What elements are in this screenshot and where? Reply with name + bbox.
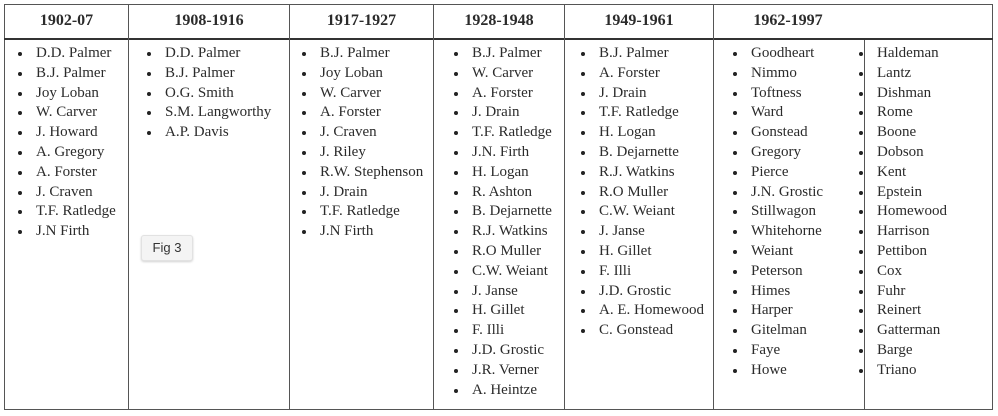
list-item: C.W. Weiant [472,262,552,282]
column-divider [433,5,434,410]
sub-column-divider [864,40,865,410]
list-item: W. Carver [320,84,423,104]
list-item: Gregory [751,143,823,163]
list-item: Faye [751,341,823,361]
name-list [599,44,704,341]
list-item: B. Dejarnette [599,143,704,163]
list-item: R.J. Watkins [472,222,552,242]
list-item: H. Logan [472,163,552,183]
list-item: A. Forster [320,103,423,123]
list-item: Howe [751,361,823,381]
list-item: Lantz [877,64,947,84]
list-item: Goodheart [751,44,823,64]
column-header: 1902-07 [39,12,94,29]
header-divider [4,38,993,40]
list-item: Pierce [751,163,823,183]
list-item: D.D. Palmer [165,44,271,64]
list-item: A. Heintze [472,381,552,401]
list-item: R.O Muller [599,183,704,203]
name-list [472,44,552,400]
list-item: Barge [877,341,947,361]
column-header: 1949-1961 [604,12,674,29]
list-item: W. Carver [472,64,552,84]
list-item: R.J. Watkins [599,163,704,183]
list-item: C. Gonstead [599,321,704,341]
list-item: Gatterman [877,321,947,341]
list-item: T.F. Ratledge [320,202,423,222]
name-list [36,44,116,242]
list-item: J.N Firth [320,222,423,242]
list-item: J.N. Grostic [751,183,823,203]
list-item: H. Gillet [599,242,704,262]
list-item: J. Craven [36,183,116,203]
list-item: A. Forster [599,64,704,84]
list-item: T.F. Ratledge [36,202,116,222]
list-item: Joy Loban [320,64,423,84]
list-item: H. Logan [599,123,704,143]
list-item: Pettibon [877,242,947,262]
list-item: B.J. Palmer [36,64,116,84]
list-item: J. Drain [320,183,423,203]
list-item: Rome [877,103,947,123]
list-item: O.G. Smith [165,84,271,104]
list-item: R. Ashton [472,183,552,203]
list-item: Nimmo [751,64,823,84]
list-item: R.W. Stephenson [320,163,423,183]
list-item: J.N. Firth [472,143,552,163]
list-item: Weiant [751,242,823,262]
list-item: Boone [877,123,947,143]
column-divider [289,5,290,410]
column-divider [713,5,714,410]
list-item: Himes [751,282,823,302]
list-item: Harrison [877,222,947,242]
list-item: A.P. Davis [165,123,271,143]
list-item: B.J. Palmer [320,44,423,64]
column-header: 1962-1997 [753,12,823,29]
list-item: J. Craven [320,123,423,143]
column-header: 1917-1927 [326,12,397,29]
list-item: Ward [751,103,823,123]
list-item: R.O Muller [472,242,552,262]
list-item: Haldeman [877,44,947,64]
list-item: Dobson [877,143,947,163]
list-item: J. Howard [36,123,116,143]
name-list [751,44,823,381]
list-item: Dishman [877,84,947,104]
list-item: Gonstead [751,123,823,143]
column-header: 1928-1948 [464,12,534,29]
list-item: J.R. Verner [472,361,552,381]
list-item: J. Drain [599,84,704,104]
list-item: Peterson [751,262,823,282]
list-item: Stillwagon [751,202,823,222]
list-item: T.F. Ratledge [599,103,704,123]
name-list [877,44,947,381]
list-item: F. Illi [472,321,552,341]
list-item: Gitelman [751,321,823,341]
list-item: Harper [751,301,823,321]
column-divider [564,5,565,410]
list-item: B.J. Palmer [472,44,552,64]
list-item: Homewood [877,202,947,222]
list-item: A. Forster [472,84,552,104]
list-item: J. Riley [320,143,423,163]
list-item: Joy Loban [36,84,116,104]
list-item: Triano [877,361,947,381]
list-item: B.J. Palmer [599,44,704,64]
list-item: Cox [877,262,947,282]
list-item: J. Drain [472,103,552,123]
column-divider [128,5,129,410]
list-item: A. E. Homewood [599,301,704,321]
list-item: Whitehorne [751,222,823,242]
list-item: A. Gregory [36,143,116,163]
list-item: H. Gillet [472,301,552,321]
list-item: F. Illi [599,262,704,282]
list-item: Epstein [877,183,947,203]
list-item: C.W. Weiant [599,202,704,222]
list-item: S.M. Langworthy [165,103,271,123]
list-item: J. Janse [599,222,704,242]
list-item: Fuhr [877,282,947,302]
list-item: B.J. Palmer [165,64,271,84]
list-item: J.N Firth [36,222,116,242]
list-item: Toftness [751,84,823,104]
list-item: J.D. Grostic [599,282,704,302]
list-item: Kent [877,163,947,183]
list-item: A. Forster [36,163,116,183]
list-item: D.D. Palmer [36,44,116,64]
column-header: 1908-1916 [174,12,244,29]
figure-label: Fig 3 [141,235,193,261]
list-item: W. Carver [36,103,116,123]
list-item: J.D. Grostic [472,341,552,361]
list-item: Reinert [877,301,947,321]
list-item: B. Dejarnette [472,202,552,222]
list-item: T.F. Ratledge [472,123,552,143]
name-list [165,44,271,143]
name-list [320,44,423,242]
list-item: J. Janse [472,282,552,302]
